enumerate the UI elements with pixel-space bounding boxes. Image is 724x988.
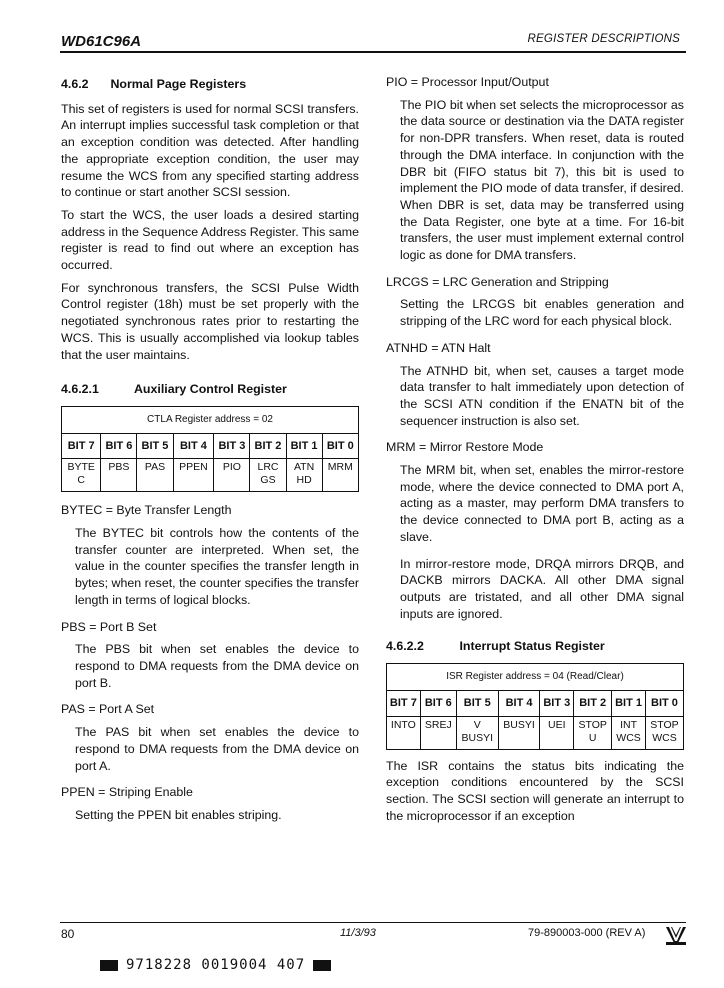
section-title: Normal Page Registers	[110, 77, 247, 91]
ctla-field-line: BYTE	[67, 461, 95, 474]
black-mark-left	[100, 960, 118, 971]
ctla-bit-header: BIT 5	[137, 433, 173, 459]
term-ppen: PPEN = Striping Enable	[61, 785, 193, 800]
left-column	[61, 68, 359, 830]
footer-document-number: 79-890003-000 (REV A)	[528, 927, 646, 939]
isr-field-line: STOP	[650, 718, 679, 731]
footer-page-number: 80	[61, 927, 75, 941]
footer-date: 11/3/93	[340, 927, 376, 939]
ctla-field-line: ATN	[293, 461, 315, 474]
isr-bit-header: BIT 1	[612, 690, 646, 716]
isr-field-cell	[574, 716, 612, 749]
ctla-register-caption: CTLA Register address = 02	[62, 406, 359, 433]
term-lrcgs: LRCGS = LRC Generation and Stripping	[386, 274, 609, 289]
term-pbs: PBS = Port B Set	[61, 619, 157, 634]
ctla-field-cell	[62, 459, 101, 492]
description-mrm: The MRM bit, when set, enables the mirror-restore mode, where the device connected to DMA port A, acting as a master, may perform DMA transfers to the device connected to DMA port B, acting as a slave.	[400, 463, 684, 544]
isr-field-line: STOP	[578, 718, 607, 731]
isr-register-caption: ISR Register address = 04 (Read/Clear)	[387, 664, 684, 691]
isr-register-table	[386, 663, 684, 749]
term-mrm: MRM = Mirror Restore Mode	[386, 440, 544, 455]
ctla-field-line: HD	[296, 474, 312, 487]
section-title: Interrupt Status Register	[459, 639, 605, 654]
isr-field-line: INT	[620, 718, 638, 731]
isr-field-line: V	[473, 718, 481, 731]
ctla-bit-header: BIT 0	[322, 433, 358, 459]
header-section-title: REGISTER DESCRIPTIONS	[527, 33, 680, 45]
section-heading-4-6-2	[61, 76, 359, 93]
ctla-field-line: LRC	[257, 461, 279, 474]
right-column	[386, 68, 684, 830]
isr-bit-header: BIT 2	[574, 690, 612, 716]
ctla-bit-header: BIT 2	[250, 433, 286, 459]
header-rule	[60, 51, 686, 53]
print-code-text: 9718228 0019004 407	[126, 957, 306, 973]
isr-bit-header: BIT 3	[540, 690, 574, 716]
isr-bit-header: BIT 7	[387, 690, 421, 716]
ctla-bit-header: BIT 6	[101, 433, 137, 459]
term-pio: PIO = Processor Input/Output	[386, 75, 549, 89]
isr-field-line: WCS	[616, 731, 641, 744]
isr-field-line: SREJ	[424, 718, 452, 731]
isr-field-line: WCS	[652, 731, 677, 744]
paragraph-normal-page-intro: This set of registers is used for normal SCSI transfers. An interrupt implies successful task completion or that an exception condition was detected. After handling the appropriate exception condition, the user may resume the WCS from any specified starting address to continue or start another SCSI session.	[61, 101, 359, 200]
section-heading-4-6-2-1	[61, 381, 359, 398]
paragraph-isr-description: The ISR contains the status bits indicating the exception conditions encountered by the SCSI section. The SCSI section will generate an interrupt to the microprocessor if an exception	[386, 758, 684, 823]
isr-field-line: INTO	[390, 718, 416, 731]
isr-field-line: BUSYI	[461, 731, 494, 744]
print-code-strip	[100, 957, 331, 973]
footer-rule	[60, 922, 686, 923]
ctla-field-line: PPEN	[179, 461, 208, 474]
ctla-bit-header: BIT 1	[286, 433, 322, 459]
ctla-field-cell	[250, 459, 286, 492]
section-title: Auxiliary Control Register	[133, 382, 287, 397]
isr-field-cell	[540, 716, 574, 749]
term-bytec: BYTEC = Byte Transfer Length	[61, 503, 232, 518]
term-pas: PAS = Port A Set	[61, 702, 155, 717]
paragraph-synchronous-transfers: For synchronous transfers, the SCSI Pulse Width Control register (18h) must be set properly with the negotiated synchronous rates prior to restarting the WCS. This is usually accomplished via lookup tables that the user maintains.	[61, 280, 359, 362]
isr-bit-header: BIT 6	[420, 690, 456, 716]
description-pio: The PIO bit when set selects the microprocessor as the data source or destination via the DATA register for non-DPR transfers. When reset, data is routed through the DMA interface. In conjunction with the DBR bit (FIFO status bit 7), this bit is used to implement the PIO mode of data transfer, if desired. When DBR is set, data may be transferred using the Data Register, one byte at a time. For 16-bit transfers, the user must implement external control logic as done for DMA transfers.	[400, 97, 684, 263]
ctla-bit-header: BIT 7	[62, 433, 101, 459]
ctla-field-cell	[214, 459, 250, 492]
isr-field-cell	[387, 716, 421, 749]
ctla-field-line: PIO	[222, 461, 241, 474]
section-heading-4-6-2-2	[386, 638, 684, 655]
description-pas: The PAS bit when set enables the device to respond to DMA requests from the DMA device on port A.	[75, 725, 359, 773]
description-pbs: The PBS bit when set enables the device to respond to DMA requests from the DMA device on port B.	[75, 642, 359, 690]
ctla-field-cell	[322, 459, 358, 492]
isr-field-cell	[420, 716, 456, 749]
section-number: 4.6.2.2	[386, 639, 424, 654]
isr-bit-header: BIT 5	[456, 690, 498, 716]
ctla-register-table	[61, 406, 359, 492]
description-ppen: Setting the PPEN bit enables striping.	[75, 807, 282, 822]
isr-bit-header: BIT 4	[498, 690, 540, 716]
description-lrcgs: Setting the LRCGS bit enables generation and stripping of the LRC word for each physical block.	[400, 297, 684, 329]
isr-field-cell	[456, 716, 498, 749]
ctla-field-line: MRM	[327, 461, 353, 474]
header-product-name: WD61C96A	[61, 33, 142, 50]
ctla-field-cell	[286, 459, 322, 492]
section-number: 4.6.2.1	[61, 382, 99, 397]
isr-field-cell	[612, 716, 646, 749]
ctla-field-line: C	[77, 474, 85, 487]
ctla-bit-header: BIT 3	[214, 433, 250, 459]
ctla-bit-header: BIT 4	[173, 433, 214, 459]
isr-field-cell	[498, 716, 540, 749]
description-bytec: The BYTEC bit controls how the contents of the transfer counter are interpreted. When set, the value in the counter specifies the transfer length in bytes; when reset, the counter specifies the transfer length in terms of logical blocks.	[75, 526, 359, 607]
description-atnhd: The ATNHD bit, when set, causes a target mode data transfer to halt immediately upon detection of the SCSI ATN condition if the ENATN bit of the sequencer instruction is also set.	[400, 363, 684, 428]
isr-bit-header: BIT 0	[645, 690, 683, 716]
term-atnhd: ATNHD = ATN Halt	[386, 340, 491, 355]
ctla-field-line: PAS	[144, 461, 166, 474]
section-number: 4.6.2	[61, 77, 89, 91]
isr-field-line: BUSYI	[503, 718, 535, 731]
isr-field-line: UEI	[548, 718, 566, 731]
paragraph-start-wcs: To start the WCS, the user loads a desired starting address in the Sequence Address Register. This same register is read to find out where an exception has occurred.	[61, 207, 360, 273]
wd-logo-icon	[666, 925, 686, 945]
ctla-field-line: PBS	[108, 461, 130, 474]
ctla-field-cell	[137, 459, 173, 492]
description-mrm-mirror: In mirror-restore mode, DRQA mirrors DRQB, and DACKB mirrors DACKA. All other DMA signal outputs are tristated, and all other DMA signal inputs are ignored.	[400, 556, 684, 621]
isr-field-cell	[645, 716, 683, 749]
ctla-field-line: GS	[260, 474, 276, 487]
ctla-field-cell	[101, 459, 137, 492]
ctla-field-cell	[173, 459, 214, 492]
isr-field-line: U	[588, 731, 597, 744]
black-mark-right	[313, 960, 331, 971]
